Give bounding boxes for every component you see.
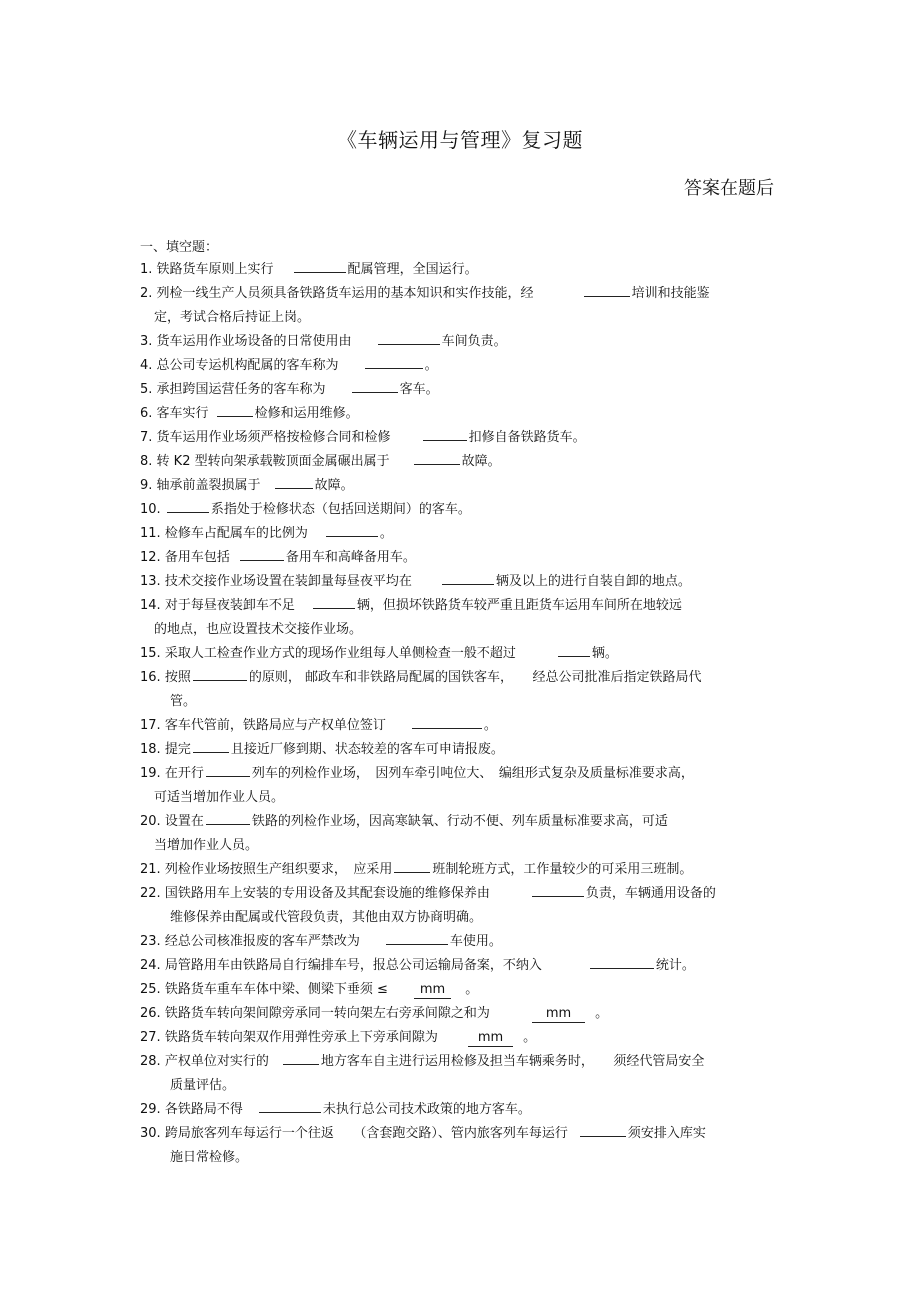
question-item: 11. 检修车占配属车的比例为 。 [140, 522, 780, 546]
question-number: 5. [140, 382, 153, 397]
answer-blank [193, 738, 229, 753]
question-number: 19. [140, 766, 161, 781]
answer-blank: mm [468, 1030, 513, 1047]
question-item: 24. 局管路用车由铁路局自行编排车号，报总公司运输局备案，不纳入 统计。 [140, 954, 780, 978]
question-number: 2. [140, 286, 153, 301]
question-number: 16. [140, 670, 161, 685]
question-number: 3. [140, 334, 153, 349]
answer-blank [414, 450, 460, 465]
answer-blank [206, 810, 250, 825]
answer-blank [590, 954, 654, 969]
answer-blank [442, 570, 494, 585]
question-number: 18. [140, 742, 161, 757]
question-item: 12. 备用车包括 备用车和高峰备用车。 [140, 546, 780, 570]
answer-blank [275, 474, 313, 489]
answer-note: 答案在题后 [684, 178, 774, 199]
question-number: 6. [140, 406, 153, 421]
question-number: 9. [140, 478, 153, 493]
answer-blank [378, 330, 440, 345]
question-number: 30. [140, 1126, 161, 1141]
answer-blank [167, 498, 209, 513]
question-number: 23. [140, 934, 161, 949]
answer-blank [584, 282, 630, 297]
question-item: 21. 列检作业场按照生产组织要求， 应采用 班制轮班方式，工作量较少的可采用三班制。 [140, 858, 780, 882]
question-number: 25. [140, 982, 161, 997]
question-number: 29. [140, 1102, 161, 1117]
question-item: 17. 客车代管前，铁路局应与产权单位签订 。 [140, 714, 780, 738]
question-number: 24. [140, 958, 161, 973]
answer-blank [206, 762, 250, 777]
question-number: 1. [140, 262, 153, 277]
question-item: 7. 货车运用作业场须严格按检修合同和检修 扣修自备铁路货车。 [140, 426, 780, 450]
answer-blank [532, 882, 584, 897]
question-number: 8. [140, 454, 153, 469]
question-item: 29. 各铁路局不得 未执行总公司技术政策的地方客车。 [140, 1098, 780, 1122]
section-heading: 一、填空题： [140, 240, 219, 255]
question-item: 4. 总公司专运机构配属的客车称为 。 [140, 354, 780, 378]
question-item: 23. 经总公司核准报废的客车严禁改为 车使用。 [140, 930, 780, 954]
question-item: 3. 货车运用作业场设备的日常使用由 车间负责。 [140, 330, 780, 354]
question-number: 20. [140, 814, 161, 829]
answer-blank [259, 1098, 321, 1113]
question-item: 18. 提完 且接近厂修到期、状态较差的客车可申请报废。 [140, 738, 780, 762]
question-item: 10. 系指处于检修状态（包括回送期间）的客车。 [140, 498, 780, 522]
question-number: 7. [140, 430, 153, 445]
question-number: 12. [140, 550, 161, 565]
question-number: 22. [140, 886, 161, 901]
question-item: 8. 转 K2 型转向架承载鞍顶面金属碾出属于 故障。 [140, 450, 780, 474]
answer-blank [313, 594, 355, 609]
question-item: 15. 采取人工检查作业方式的现场作业组每人单侧检查一般不超过 辆。 [140, 642, 780, 666]
question-number: 11. [140, 526, 161, 541]
question-item: 28. 产权单位对实行的 地方客车自主进行运用检修及担当车辆乘务时， 须经代管局安全 质量评估。 [140, 1050, 780, 1098]
question-item: 9. 轴承前盖裂损属于 故障。 [140, 474, 780, 498]
answer-blank [580, 1122, 626, 1137]
question-number: 26. [140, 1006, 161, 1021]
question-number: 4. [140, 358, 153, 373]
question-item: 14. 对于每昼夜装卸车不足 辆，但损坏铁路货车较严重且距货车运用车间所在地较远 的地点，也应设置技术交接作业场。 [140, 594, 780, 642]
question-item: 1. 铁路货车原则上实行 配属管理，全国运行。 [140, 258, 780, 282]
question-item: 16. 按照 的原则， 邮政车和非铁路局配属的国铁客车， 经总公司批准后指定铁路局代 管。 [140, 666, 780, 714]
answer-blank [352, 378, 398, 393]
answer-blank [326, 522, 378, 537]
question-item: 22. 国铁路用车上安装的专用设备及其配套设施的维修保养由 负责，车辆通用设备的 维修保养由配属或代管段负责，其他由双方协商明确。 [140, 882, 780, 930]
question-item: 5. 承担跨国运营任务的客车称为 客车。 [140, 378, 780, 402]
question-item: 6. 客车实行 检修和运用维修。 [140, 402, 780, 426]
answer-blank [423, 426, 467, 441]
document-title: 《车辆运用与管理》复习题 [337, 128, 583, 152]
question-number: 13. [140, 574, 161, 589]
answer-blank [558, 642, 590, 657]
question-number: 21. [140, 862, 161, 877]
answer-blank [283, 1050, 319, 1065]
question-item: 19. 在开行 列车的列检作业场， 因列车牵引吨位大、 编组形式复杂及质量标准要求高， 可适当增加作业人员。 [140, 762, 780, 810]
answer-blank [193, 666, 247, 681]
answer-blank [365, 354, 423, 369]
answer-blank: mm [414, 982, 451, 999]
question-item: 27. 铁路货车转向架双作用弹性旁承上下旁承间隙为 mm 。 [140, 1030, 537, 1045]
question-number: 28. [140, 1054, 161, 1069]
answer-blank [386, 930, 448, 945]
question-number: 14. [140, 598, 161, 613]
question-number: 27. [140, 1030, 161, 1045]
answer-blank [412, 714, 482, 729]
question-number: 17. [140, 718, 161, 733]
answer-blank [394, 858, 430, 873]
answer-blank [240, 546, 284, 561]
question-item: 2. 列检一线生产人员须具备铁路货车运用的基本知识和实作技能，经 培训和技能鉴 定，考试合格后持证上岗。 [140, 282, 780, 330]
question-item: 13. 技术交接作业场设置在装卸量每昼夜平均在 辆及以上的进行自装自卸的地点。 [140, 570, 780, 594]
answer-blank [294, 258, 346, 273]
answer-blank: mm [532, 1006, 585, 1023]
question-item: 30. 跨局旅客列车每运行一个往返 （含套跑交路）、管内旅客列车每运行 须安排入库实 施日常检修。 [140, 1122, 780, 1170]
answer-blank [217, 402, 253, 417]
question-number: 15. [140, 646, 161, 661]
question-item: 20. 设置在 铁路的列检作业场，因高寒缺氧、行动不便、列车质量标准要求高，可适 当增加作业人员。 [140, 810, 780, 858]
question-number: 10. [140, 502, 161, 517]
question-item: 26. 铁路货车转向架间隙旁承同一转向架左右旁承间隙之和为 mm 。 [140, 1006, 609, 1021]
question-item: 25. 铁路货车重车车体中梁、侧梁下垂须 ≤ mm 。 [140, 982, 479, 997]
